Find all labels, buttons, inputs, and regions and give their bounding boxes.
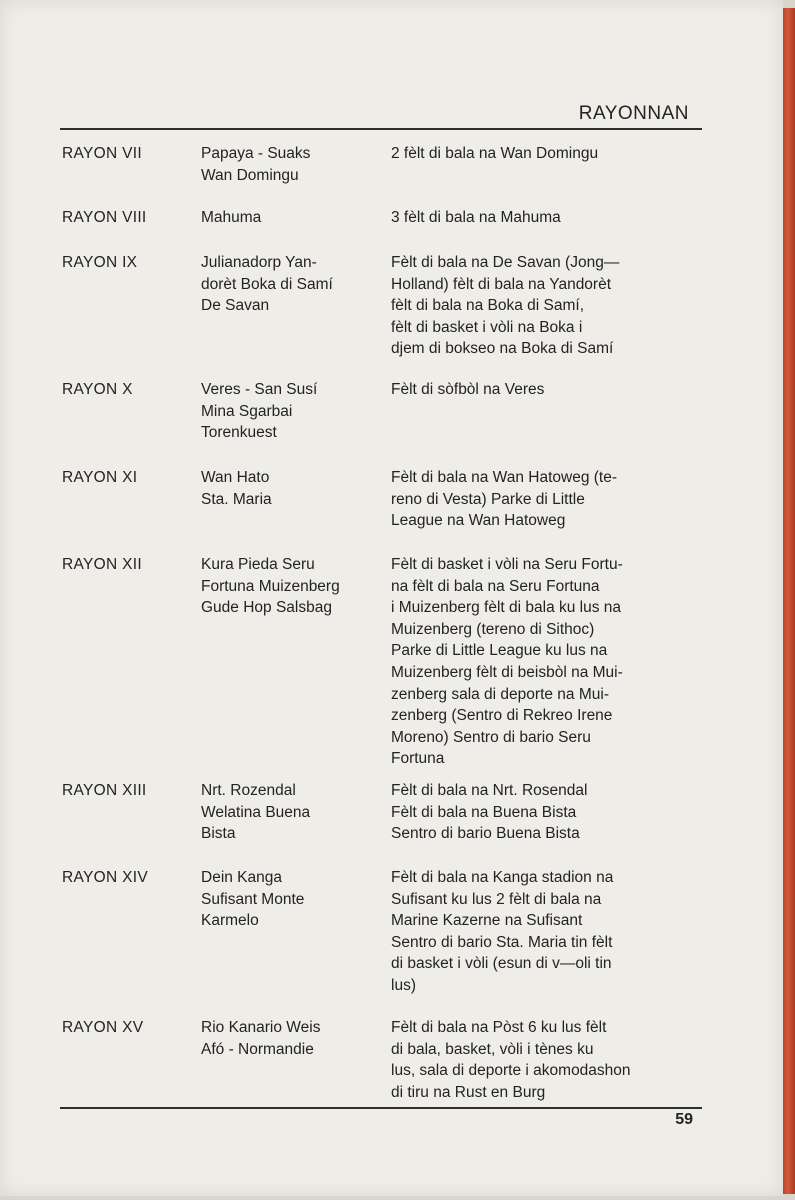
facility-line: Fèlt di bala na Nrt. Rosendal — [391, 782, 588, 799]
area-line: Welatina Buena — [201, 803, 311, 821]
area-line: Mahuma — [201, 209, 262, 226]
section-header: RAYONNAN — [578, 103, 689, 124]
rayon-label: RAYON XV — [62, 1019, 144, 1036]
area-line: Sta. Maria — [201, 490, 272, 508]
facility-line: di tiru na Rust en Burg — [391, 1083, 546, 1101]
facility-line: Fèlt di bala na De Savan (Jong— — [391, 254, 620, 271]
rayon-facilities — [391, 780, 674, 845]
facility-line: Fèlt di basket i vòli na Seru Fortu- — [391, 556, 623, 573]
facility-line: Sufisant ku lus 2 fèlt di bala na — [391, 890, 602, 908]
area-line: Rio Kanario Weis — [201, 1019, 321, 1036]
rayon-label: RAYON XIV — [62, 869, 148, 886]
rayon-areas — [201, 143, 381, 186]
area-line: Afó - Normandie — [201, 1040, 314, 1058]
area-line: Wan Domingu — [201, 166, 299, 184]
facility-line: Fèlt di bala na Wan Hatoweg (te- — [391, 469, 618, 486]
area-line: Kura Pieda Seru — [201, 556, 315, 573]
rayon-facilities — [391, 554, 674, 770]
rayon-areas — [201, 207, 381, 229]
area-line: Bista — [201, 825, 236, 843]
facility-line: Fortuna — [391, 750, 445, 768]
area-line: Julianadorp Yan- — [201, 254, 317, 271]
facility-line: di bala, basket, vòli i tènes ku — [391, 1040, 594, 1058]
area-line: dorèt Boka di Samí — [201, 275, 333, 293]
facility-line: Fèlt di bala na Kanga stadion na — [391, 869, 614, 886]
rayon-facilities — [391, 379, 674, 401]
rayon-areas — [201, 554, 381, 619]
rayon-areas — [201, 379, 381, 444]
rayon-facilities — [391, 143, 674, 165]
area-line: Gude Hop Salsbag — [201, 599, 332, 617]
facility-line: djem di bokseo na Boka di Samí — [391, 340, 614, 358]
rayon-areas — [201, 1017, 381, 1060]
area-line: Wan Hato — [201, 469, 270, 486]
rayon-facilities — [391, 252, 674, 360]
facility-line: Muizenberg (tereno di Sithoc) — [391, 620, 595, 638]
book-spine-edge — [783, 8, 795, 1194]
facility-line: Holland) fèlt di bala na Yandorèt — [391, 275, 612, 293]
rayon-facilities — [391, 867, 674, 997]
rayon-label: RAYON XIII — [62, 782, 147, 799]
facility-line: zenberg (Sentro di Rekreo Irene — [391, 707, 613, 725]
facility-line: Sentro di bario Buena Bista — [391, 825, 580, 843]
facility-line: 3 fèlt di bala na Mahuma — [391, 209, 561, 226]
facility-line: lus, sala di deporte i akomodashon — [391, 1062, 631, 1080]
rayon-facilities — [391, 1017, 674, 1103]
rayon-areas — [201, 252, 381, 317]
area-line: Torenkuest — [201, 424, 277, 442]
rayon-label: RAYON VII — [62, 145, 142, 162]
facility-line: Sentro di bario Sta. Maria tin fèlt — [391, 933, 613, 951]
rayon-areas — [201, 467, 381, 510]
rayon-facilities — [391, 207, 674, 229]
area-line: Nrt. Rozendal — [201, 782, 296, 799]
rayon-label: RAYON IX — [62, 254, 138, 271]
facility-line: 2 fèlt di bala na Wan Domingu — [391, 145, 599, 162]
area-line: Sufisant Monte — [201, 890, 305, 908]
facility-line: Fèlt di bala na Buena Bista — [391, 803, 577, 821]
facility-line: Fèlt di sòfbòl na Veres — [391, 381, 545, 398]
rayon-label: RAYON XI — [62, 469, 138, 486]
facility-line: reno di Vesta) Parke di Little — [391, 490, 585, 508]
area-line: Mina Sgarbai — [201, 402, 293, 420]
top-rule — [60, 128, 702, 130]
facility-line: Moreno) Sentro di bario Seru — [391, 728, 591, 746]
rayon-label: RAYON VIII — [62, 209, 147, 226]
bottom-rule — [60, 1107, 702, 1109]
facility-line: Marine Kazerne na Sufisant — [391, 912, 583, 930]
facility-line: i Muizenberg fèlt di bala ku lus na — [391, 599, 622, 617]
facility-line: lus) — [391, 976, 416, 994]
facility-line: fèlt di bala na Boka di Samí, — [391, 297, 585, 315]
area-line: Papaya - Suaks — [201, 145, 311, 162]
area-line: Veres - San Susí — [201, 381, 318, 398]
facility-line: Parke di Little League ku lus na — [391, 642, 608, 660]
rayon-label: RAYON X — [62, 381, 133, 398]
facility-line: Fèlt di bala na Pòst 6 ku lus fèlt — [391, 1019, 607, 1036]
rayon-label: RAYON XII — [62, 556, 142, 573]
page-number: 59 — [675, 1111, 693, 1128]
facility-line: fèlt di basket i vòli na Boka i — [391, 318, 583, 336]
rayon-areas — [201, 780, 381, 845]
facility-line: di basket i vòli (esun di v—oli tin — [391, 955, 612, 973]
rayon-areas — [201, 867, 381, 932]
area-line: De Savan — [201, 297, 270, 315]
facility-line: zenberg sala di deporte na Mui- — [391, 685, 609, 703]
area-line: Dein Kanga — [201, 869, 283, 886]
area-line: Fortuna Muizenberg — [201, 577, 340, 595]
facility-line: Muizenberg fèlt di beisbòl na Mui- — [391, 663, 623, 681]
facility-line: League na Wan Hatoweg — [391, 512, 566, 530]
area-line: Karmelo — [201, 912, 259, 930]
rayon-facilities — [391, 467, 674, 532]
facility-line: na fèlt di bala na Seru Fortuna — [391, 577, 600, 595]
